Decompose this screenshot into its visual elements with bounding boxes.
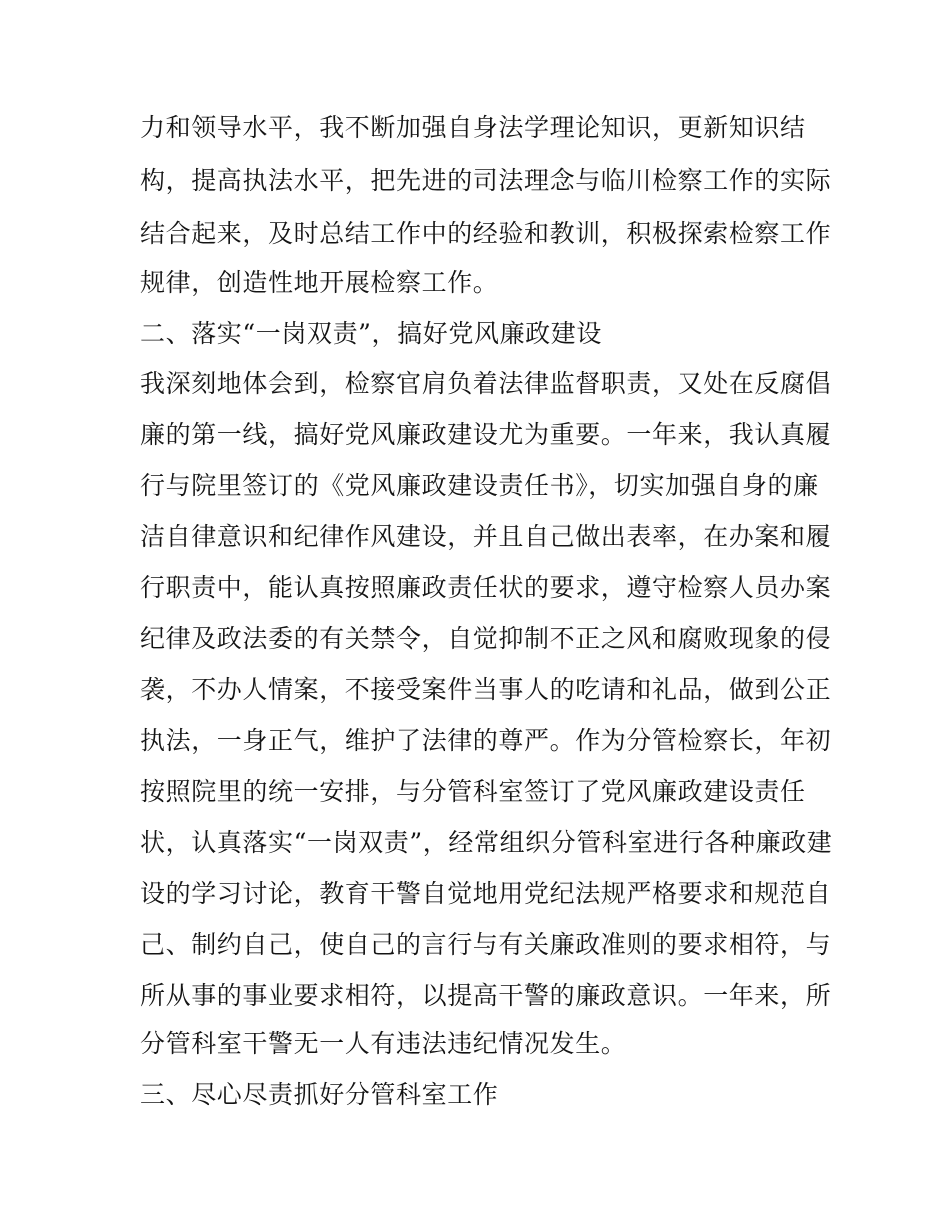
text-line: 结合起来，及时总结工作中的经验和教训，积极探索检察工作 xyxy=(140,219,832,248)
text-line: 状，认真落实“一岗双责”，经常组织分管科室进行各种廉政建 xyxy=(140,828,833,857)
text-line: 力和领导水平，我不断加强自身法学理论知识，更新知识结 xyxy=(140,113,806,142)
text-line: 洁自律意识和纪律作风建设，并且自己做出表率，在办案和履 xyxy=(140,522,832,551)
text-line: 执法，一身正气，维护了法律的尊严。作为分管检察长，年初 xyxy=(140,726,832,755)
text-line: 廉的第一线，搞好党风廉政建设尤为重要。一年来，我认真履 xyxy=(140,420,832,449)
text-line: 按照院里的统一安排，与分管科室签订了党风廉政建设责任 xyxy=(140,777,806,806)
section-heading-2: 二、落实“一岗双责”，搞好党风廉政建设 xyxy=(140,319,602,348)
text-line: 行职责中，能认真按照廉政责任状的要求，遵守检察人员办案 xyxy=(140,573,832,602)
text-line: 行与院里签订的《党风廉政建设责任书》，切实加强自身的廉 xyxy=(140,471,819,500)
text-line: 我深刻地体会到，检察官肩负着法律监督职责，又处在反腐倡 xyxy=(140,369,832,398)
text-line: 设的学习讨论，教育干警自觉地用党纪法规严格要求和规范自 xyxy=(140,879,832,908)
text-line: 己、制约自己，使自己的言行与有关廉政准则的要求相符，与 xyxy=(140,930,832,959)
section-heading-3: 三、尽心尽责抓好分管科室工作 xyxy=(140,1080,499,1109)
text-line: 构，提高执法水平，把先进的司法理念与临川检察工作的实际 xyxy=(140,166,832,195)
text-line: 分管科室干警无一人有违法违纪情况发生。 xyxy=(140,1029,627,1058)
text-line: 纪律及政法委的有关禁令，自觉抑制不正之风和腐败现象的侵 xyxy=(140,624,832,653)
text-line: 袭，不办人情案，不接受案件当事人的吃请和礼品，做到公正 xyxy=(140,675,832,704)
text-line: 所从事的事业要求相符，以提高干警的廉政意识。一年来，所 xyxy=(140,981,832,1010)
text-line: 规律，创造性地开展检察工作。 xyxy=(140,268,499,297)
